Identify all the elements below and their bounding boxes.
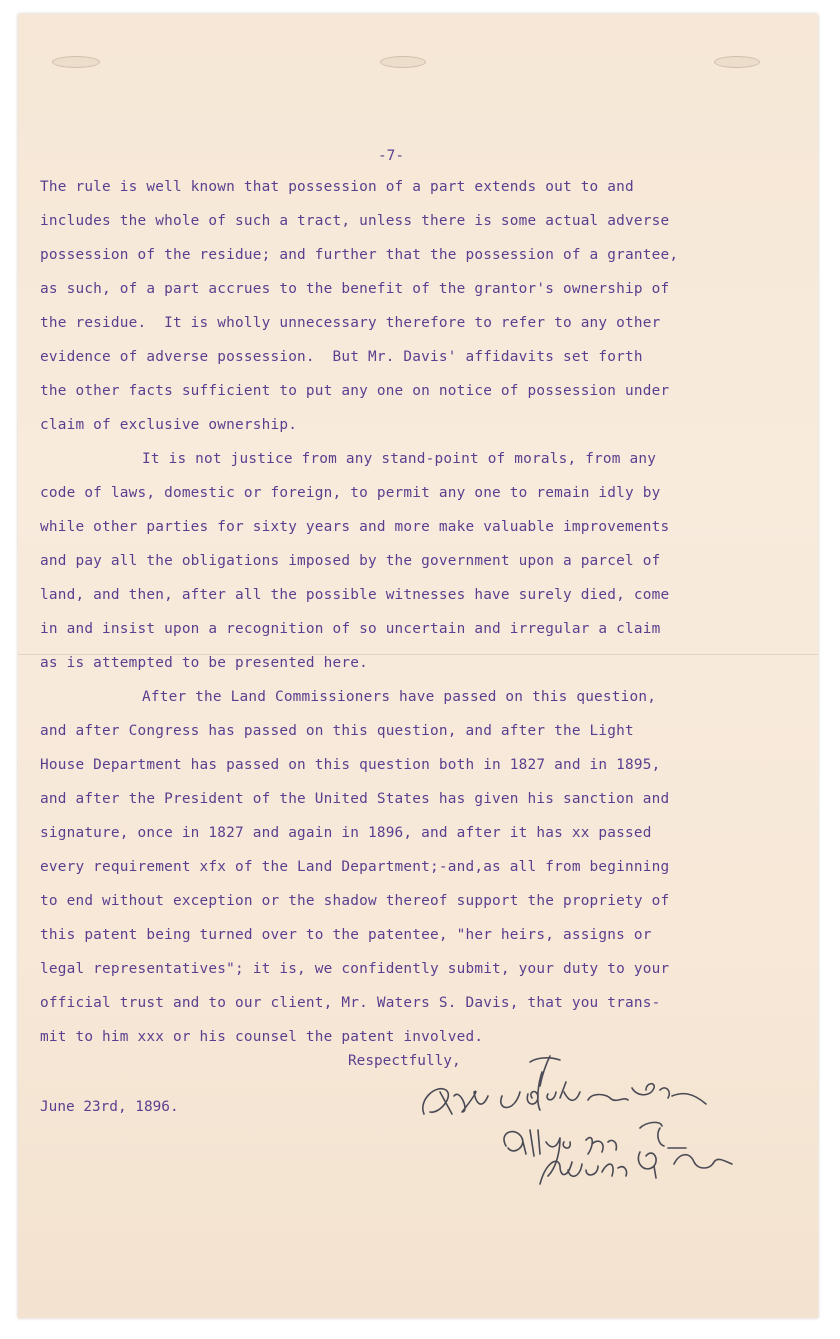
paragraph-3 — [40, 680, 780, 1054]
text-line: to end without exception or the shadow thereof support the propriety of — [40, 893, 670, 909]
text-line: evidence of adverse possession. But Mr. Davis' affidavits set forth — [40, 349, 643, 365]
text-line: It is not justice from any stand-point of morals, from any — [142, 451, 657, 467]
clip-mark — [52, 56, 100, 68]
text-line: this patent being turned over to the patentee, "her heirs, assigns or — [40, 927, 652, 943]
text-line: possession of the residue; and further that the possession of a grantee, — [40, 247, 679, 263]
text-line: in and insist upon a recognition of so uncertain and irregular a claim — [40, 621, 661, 637]
text-line: legal representatives"; it is, we confidently submit, your duty to your — [40, 961, 670, 977]
text-line: and after the President of the United States has given his sanction and — [40, 791, 670, 807]
text-line: claim of exclusive ownership. — [40, 417, 298, 433]
paragraph-1 — [40, 170, 780, 442]
text-line: the other facts sufficient to put any one on notice of possession under — [40, 383, 670, 399]
text-line: includes the whole of such a tract, unless there is some actual adverse — [40, 213, 670, 229]
text-line: while other parties for sixty years and more make valuable improvements — [40, 519, 670, 535]
closing-salutation: Respectfully, — [348, 1053, 461, 1069]
text-line: every requirement xfx of the Land Department;-and,as all from beginning — [40, 859, 670, 875]
document-date: June 23rd, 1896. — [40, 1099, 179, 1115]
text-line: official trust and to our client, Mr. Waters S. Davis, that you trans- — [40, 995, 661, 1011]
text-line: and pay all the obligations imposed by the government upon a parcel of — [40, 553, 661, 569]
paragraph-2 — [40, 442, 780, 680]
text-line: The rule is well known that possession of a part extends out to and — [40, 179, 634, 195]
text-line: After the Land Commissioners have passed on this question, — [142, 689, 657, 705]
text-line: as such, of a part accrues to the benefit of the grantor's ownership of — [40, 281, 670, 297]
text-line: mit to him xxx or his counsel the patent involved. — [40, 1029, 484, 1045]
handwritten-signature — [410, 1052, 750, 1202]
text-line: land, and then, after all the possible witnesses have surely died, come — [40, 587, 670, 603]
text-line: signature, once in 1827 and again in 1896, and after it has xx passed — [40, 825, 652, 841]
text-line: and after Congress has passed on this question, and after the Light — [40, 723, 634, 739]
clip-mark — [380, 56, 426, 68]
text-line: as is attempted to be presented here. — [40, 655, 368, 671]
page-number: -7- — [378, 148, 404, 164]
text-line: code of laws, domestic or foreign, to permit any one to remain idly by — [40, 485, 661, 501]
text-line: the residue. It is wholly unnecessary therefore to refer to any other — [40, 315, 661, 331]
body-text — [40, 170, 780, 1054]
text-line: House Department has passed on this question both in 1827 and in 1895, — [40, 757, 661, 773]
clip-mark — [714, 56, 760, 68]
